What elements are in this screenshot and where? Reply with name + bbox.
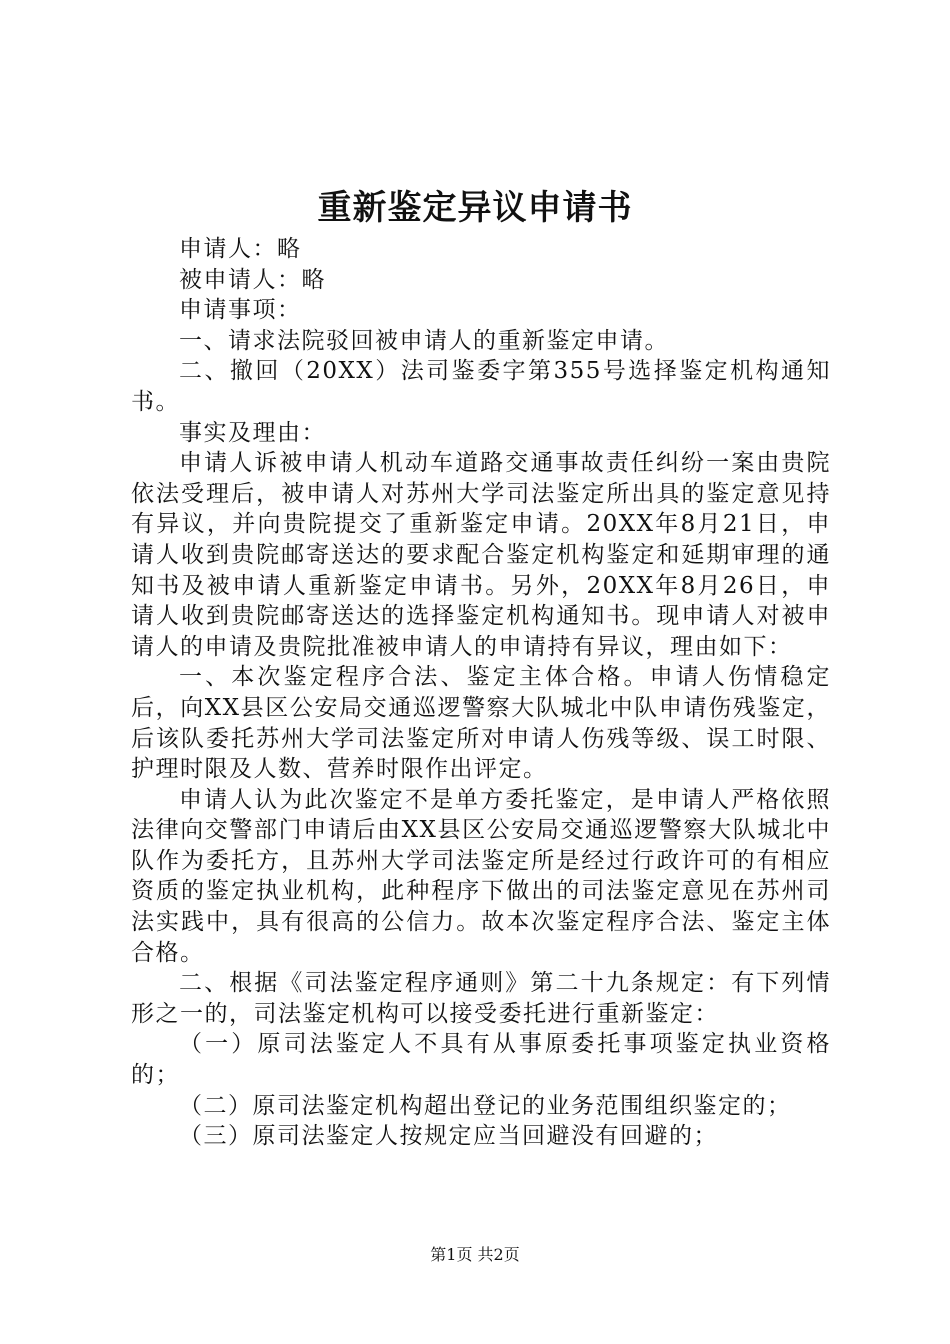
request-items-heading: 申请事项： [179,297,302,324]
respondent-line: 被申请人：略 [179,266,326,293]
clause-item-2: （二）原司法鉴定机构超出登记的业务范围组织鉴定的； [179,1092,792,1119]
applicant-line: 申请人：略 [179,236,302,262]
clause-item-1: （一）原司法鉴定人不具有从事原委托事项鉴定执业资格的； [131,1031,831,1089]
reason-2-paragraph: 二、根据《司法鉴定程序通则》第二十九条规定：有下列情形之一的，司法鉴定机构可以接受委托进行重新鉴定： [131,970,831,1027]
page-number-footer: 第1页 共2页 [430,1245,520,1264]
facts-paragraph: 申请人诉被申请人机动车道路交通事故责任纠纷一案由贵院依法受理后，被申请人对苏州大学司法鉴定所出具的鉴定意见持有异议，并向贵院提交了重新鉴定申请。20XX年8月21日，申请人收到贵院邮寄送达的要求配合鉴定机构鉴定和延期审理的通知书及被申请人重新鉴定申请书。另外，20XX年8月26日，申请人收到贵院邮寄送达的选择鉴定机构通知书。现申请人对被申请人的申请及贵院批准被申请人的申请持有异议，理由如下： [131,450,831,660]
document-body [131,234,831,1152]
request-item-2: 二、撤回（20XX）法司鉴委字第355号选择鉴定机构通知书。 [131,358,831,415]
reason-1-paragraph: 一、本次鉴定程序合法、鉴定主体合格。申请人伤情稳定后，向XX县区公安局交通巡逻警察大队城北中队申请伤残鉴定，后该队委托苏州大学司法鉴定所对申请人伤残等级、误工时限、护理时限及人数、营养时限作出评定。 [131,664,831,783]
request-item-1: 一、请求法院驳回被申请人的重新鉴定申请。 [179,327,669,354]
document-title: 重新鉴定异议申请书 [317,188,633,228]
reason-1-detail-paragraph: 申请人认为此次鉴定不是单方委托鉴定，是申请人严格依照法律向交警部门申请后由XX县区公安局交通巡逻警察大队城北中队作为委托方，且苏州大学司法鉴定所是经过行政许可的有相应资质的鉴定执业机构，此种程序下做出的司法鉴定意见在苏州司法实践中，具有很高的公信力。故本次鉴定程序合法、鉴定主体合格。 [131,786,831,966]
clause-item-3: （三）原司法鉴定人按规定应当回避没有回避的； [179,1123,718,1150]
facts-reasons-heading: 事实及理由： [179,419,326,446]
